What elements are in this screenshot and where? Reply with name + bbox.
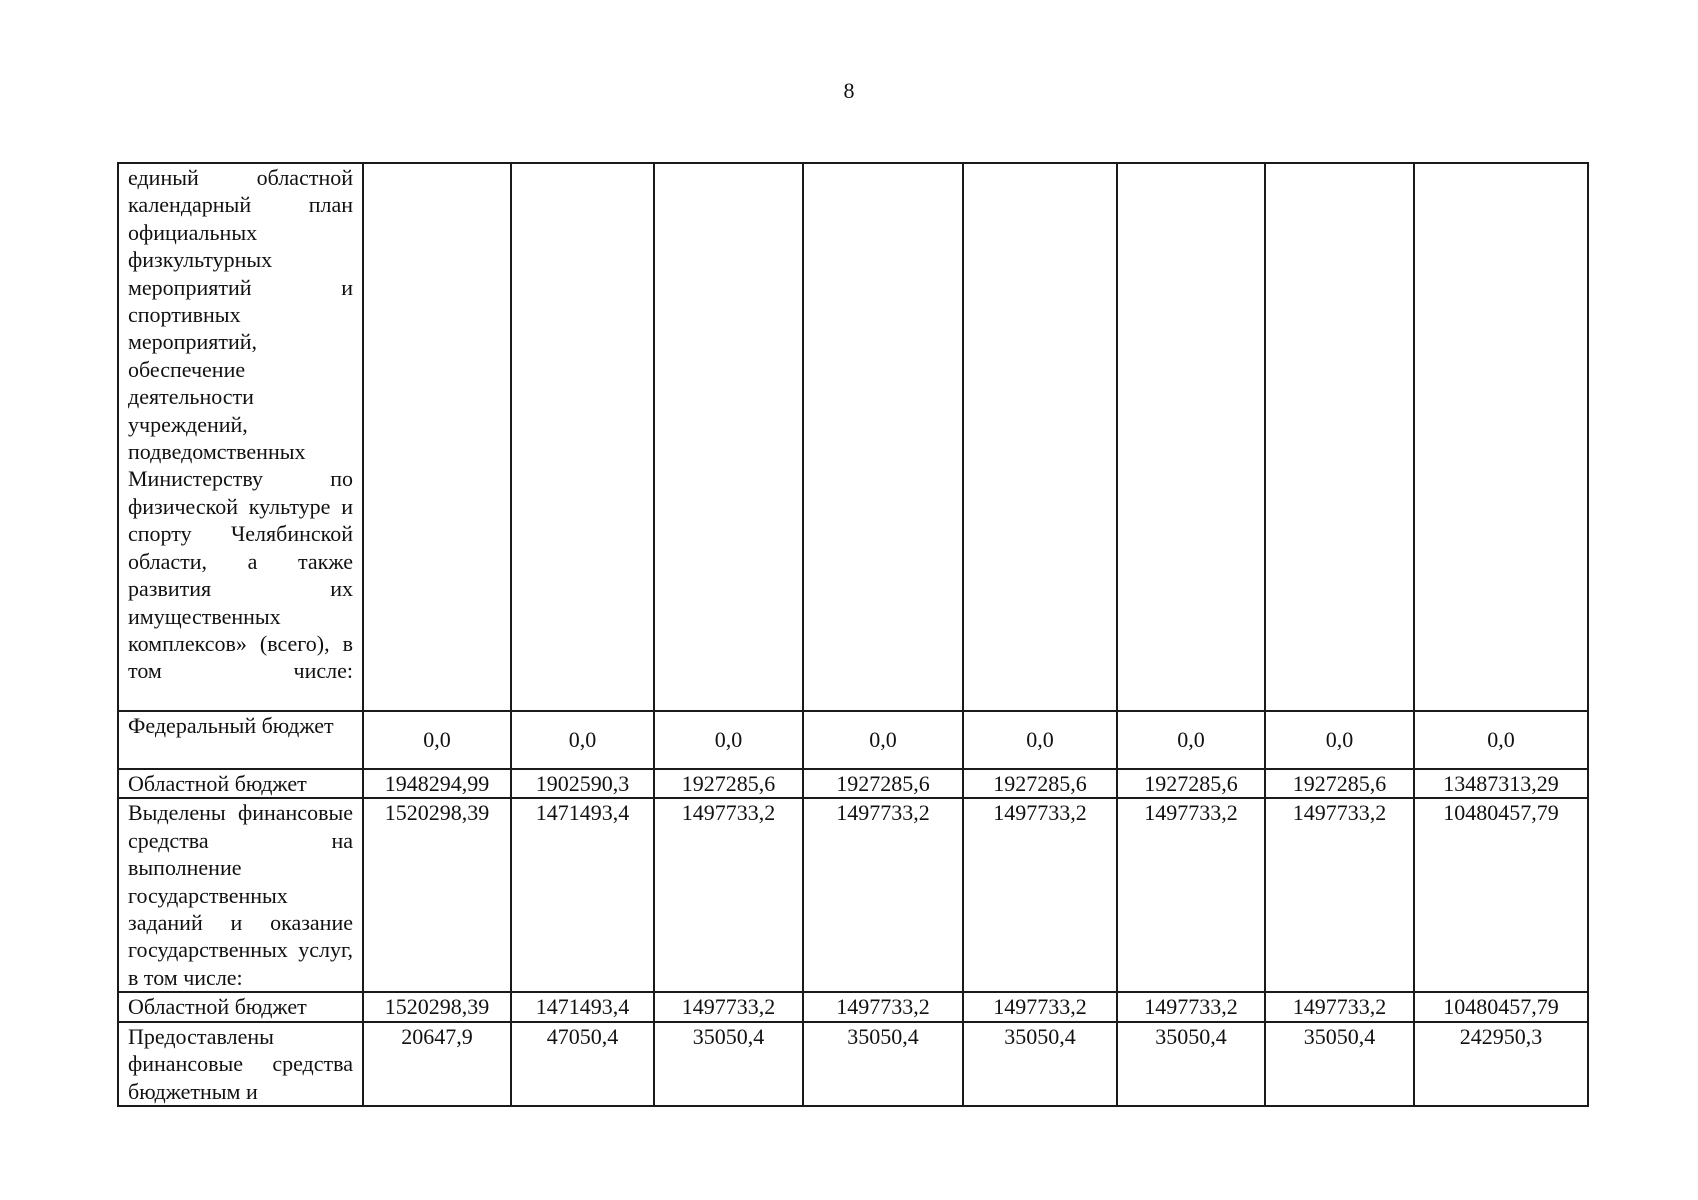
row-label: Предоставлены финансовые средства бюджетным и — [118, 1022, 363, 1106]
table-row — [118, 711, 1588, 769]
value-cell: 1471493,4 — [511, 992, 654, 1021]
budget-table — [117, 162, 1589, 1107]
value-cell: 1902590,3 — [511, 769, 654, 798]
value-cell: 1520298,39 — [363, 992, 511, 1021]
value-cell: 1497733,2 — [963, 798, 1117, 992]
table-row — [118, 769, 1588, 798]
value-cell: 0,0 — [654, 711, 803, 769]
value-cell: 1927285,6 — [1265, 769, 1414, 798]
value-cell — [511, 163, 654, 711]
value-cell: 1520298,39 — [363, 798, 511, 992]
value-cell: 1497733,2 — [654, 992, 803, 1021]
value-cell — [1117, 163, 1265, 711]
row-label: Федеральный бюджет — [118, 711, 363, 769]
value-cell: 35050,4 — [963, 1022, 1117, 1106]
value-cell: 1497733,2 — [1117, 798, 1265, 992]
value-cell: 1497733,2 — [1265, 798, 1414, 992]
row-label: Областной бюджет — [118, 992, 363, 1021]
value-cell: 1927285,6 — [1117, 769, 1265, 798]
value-cell: 0,0 — [511, 711, 654, 769]
value-cell — [363, 163, 511, 711]
value-cell: 1497733,2 — [654, 798, 803, 992]
value-cell: 1927285,6 — [963, 769, 1117, 798]
value-cell: 35050,4 — [1265, 1022, 1414, 1106]
row-label: единый областной календарный план официальных физкультурных мероприятий и спортивных мероприятий, обеспечение деятельности учреждений, подведомственных Министерству по физической культуре и спорту Челябинской области, а также развития их имущественных комплексов» (всего), в том числе: — [118, 163, 363, 711]
value-cell: 0,0 — [1265, 711, 1414, 769]
table-body — [118, 163, 1588, 1106]
row-label: Выделены финансовые средства на выполнение государственных заданий и оказание государственных услуг, в том числе: — [118, 798, 363, 992]
value-cell — [803, 163, 963, 711]
value-cell: 1497733,2 — [803, 798, 963, 992]
total-cell: 0,0 — [1414, 711, 1588, 769]
total-cell: 242950,3 — [1414, 1022, 1588, 1106]
value-cell: 1497733,2 — [803, 992, 963, 1021]
page-number: 8 — [843, 78, 855, 103]
value-cell: 1471493,4 — [511, 798, 654, 992]
value-cell: 35050,4 — [803, 1022, 963, 1106]
value-cell: 0,0 — [1117, 711, 1265, 769]
value-cell: 0,0 — [803, 711, 963, 769]
value-cell: 0,0 — [363, 711, 511, 769]
value-cell: 1497733,2 — [1117, 992, 1265, 1021]
total-cell — [1414, 163, 1588, 711]
value-cell — [963, 163, 1117, 711]
total-cell: 10480457,79 — [1414, 992, 1588, 1021]
value-cell — [1265, 163, 1414, 711]
value-cell: 1927285,6 — [803, 769, 963, 798]
value-cell: 1927285,6 — [654, 769, 803, 798]
value-cell: 35050,4 — [1117, 1022, 1265, 1106]
table-row — [118, 1022, 1588, 1106]
table-row — [118, 163, 1588, 711]
table-row — [118, 992, 1588, 1021]
value-cell: 0,0 — [963, 711, 1117, 769]
value-cell: 1497733,2 — [1265, 992, 1414, 1021]
table-row — [118, 798, 1588, 992]
value-cell — [654, 163, 803, 711]
total-cell: 13487313,29 — [1414, 769, 1588, 798]
row-label: Областной бюджет — [118, 769, 363, 798]
value-cell: 35050,4 — [654, 1022, 803, 1106]
value-cell: 47050,4 — [511, 1022, 654, 1106]
value-cell: 20647,9 — [363, 1022, 511, 1106]
total-cell: 10480457,79 — [1414, 798, 1588, 992]
value-cell: 1948294,99 — [363, 769, 511, 798]
value-cell: 1497733,2 — [963, 992, 1117, 1021]
